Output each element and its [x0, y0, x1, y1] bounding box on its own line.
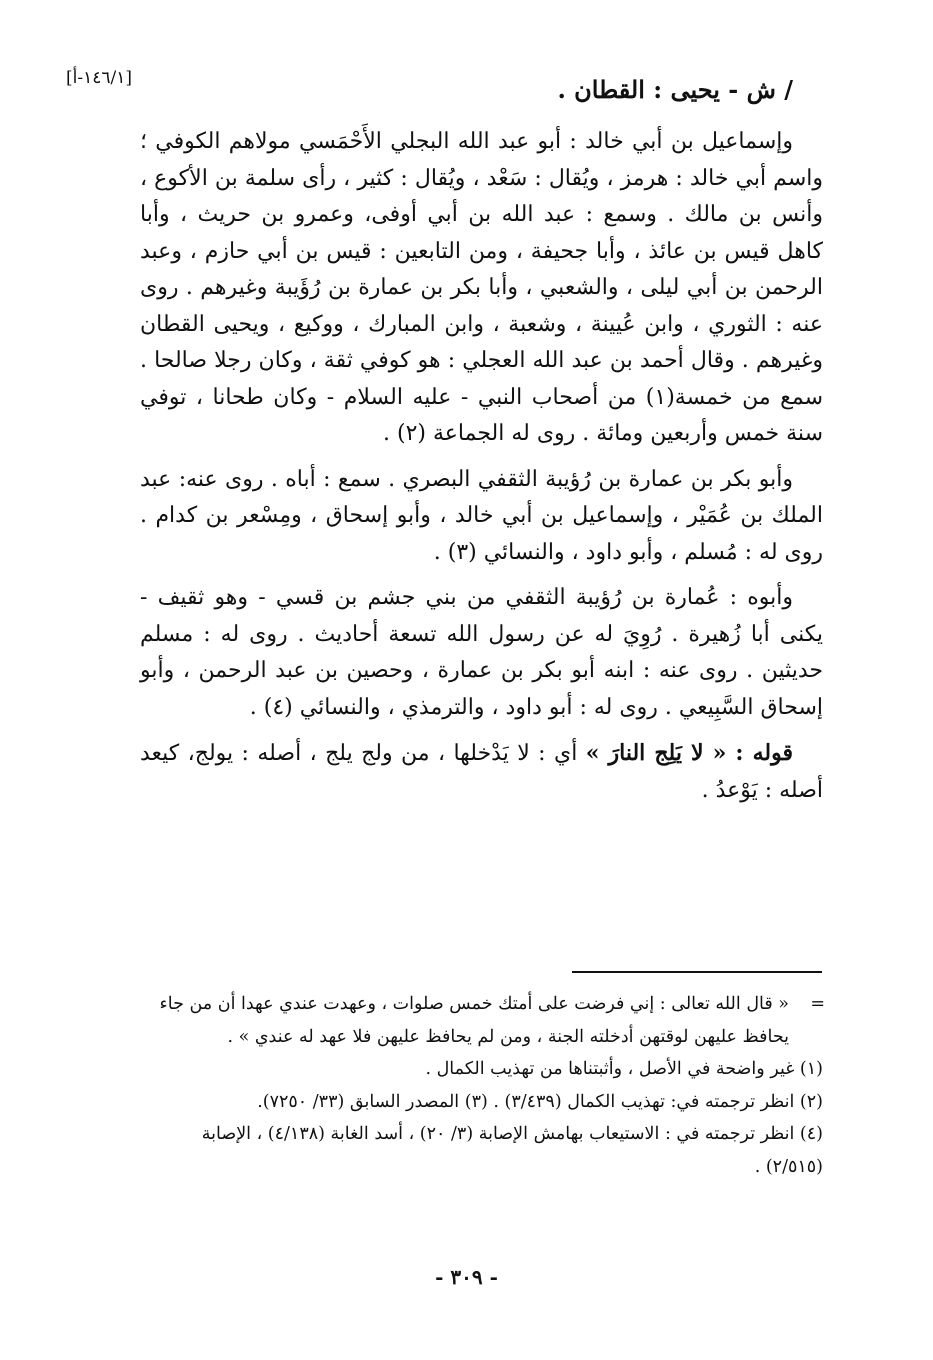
running-header: / ش - يحيى : القطان .: [557, 75, 793, 104]
footnote-divider: [572, 971, 822, 973]
paragraph-umara: وأبوه : عُمارة بن رُؤيبة الثقفي من بني جشم بن قسي - وهو ثقيف - يكنى أبا زُهيرة . رُوِيَ له عن رسول الله تسعة أحاديث . روى له : مسلم حديثين . روى عنه : ابنه أبو بكر بن عمارة ، وحصين بن عبد الرحمن ، وأبو إسحاق السَّبِيعي . روى له : أبو داود ، والترمذي ، والنسائي (٤) .: [140, 585, 823, 720]
footnote-continuation: « قال الله تعالى : إني فرضت على أمتك خمس صلوات ، وعهدت عندي عهدا أن من جاء يحافظ عليهن لوقتهن أدخلته الجنة ، ومن لم يحافظ عليهن فلا عهد له عندي » .: [159, 994, 789, 1047]
paragraph-commentary: [140, 735, 823, 809]
page-number: - ٣٠٩ -: [435, 1265, 498, 1289]
manuscript-reference: [١٤٦/١-أ]: [66, 68, 133, 88]
footnote-4: (٤) انظر ترجمته في : الاستيعاب بهامش الإصابة (٣/ ٢٠) ، أسد الغابة (٤/١٣٨) ، الإصابة (٢/٥١٥) .: [201, 1124, 823, 1177]
continuation-mark: =: [810, 994, 825, 1014]
paragraph-abu-bakr: وأبو بكر بن عمارة بن رُؤيبة الثقفي البصري . سمع : أباه . روى عنه: عبد الملك بن عُمَيْر ، وإسماعيل بن أبي خالد ، وأبو إسحاق ، ومِسْعر بن كدام . روى له : مُسلم ، وأبو داود ، والنسائي (٣) .: [140, 466, 823, 565]
commentary-lead: قوله : « لا يَلِج النارَ »: [585, 740, 793, 766]
footnote-1: (١) غير واضحة في الأصل ، وأثبتناها من تهذيب الكمال .: [425, 1059, 823, 1079]
main-text: [140, 124, 823, 818]
footnote-2-3: (٢) انظر ترجمته في: تهذيب الكمال (٣/٤٣٩) . (٣) المصدر السابق (٣٣/ ٧٢٥٠).: [257, 1091, 823, 1112]
paragraph-ismail: وإسماعيل بن أبي خالد : أبو عبد الله البجلي الأَحْمَسي مولاهم الكوفي ؛ واسم أبي خالد : هرمز ، ويُقال : سَعْد ، ويُقال : كثير ، رأى سلمة بن الأكوع ، وأنس بن مالك . وسمع : عبد الله بن أبي أوفى، وعمرو بن حريث ، وأبا كاهل قيس بن عائذ ، وأبا جحيفة ، ومن التابعين : قيس بن أبي حازم ، وعبد الرحمن بن أبي ليلى ، والشعبي ، وأبا بكر بن عمارة بن رُؤَيبة وغيرهم . روى عنه : الثوري ، وابن عُيينة ، وشعبة ، وابن المبارك ، ووكيع ، ويحيى القطان وغيرهم . وقال أحمد بن عبد الله العجلي : هو كوفي ثقة ، وكان رجلا صالحا . سمع من خمسة(١) من أصحاب النبي - عليه السلام - وكان طحانا ، توفي سنة خمس وأربعين ومائة . روى له الجماعة (٢) .: [140, 129, 824, 446]
commentary-text: أي : لا يَدْخلها ، من ولج يلج ، أصله : يولج، كيعد أصله : يَوْعدُ .: [140, 741, 823, 803]
footnotes: [140, 988, 823, 1183]
